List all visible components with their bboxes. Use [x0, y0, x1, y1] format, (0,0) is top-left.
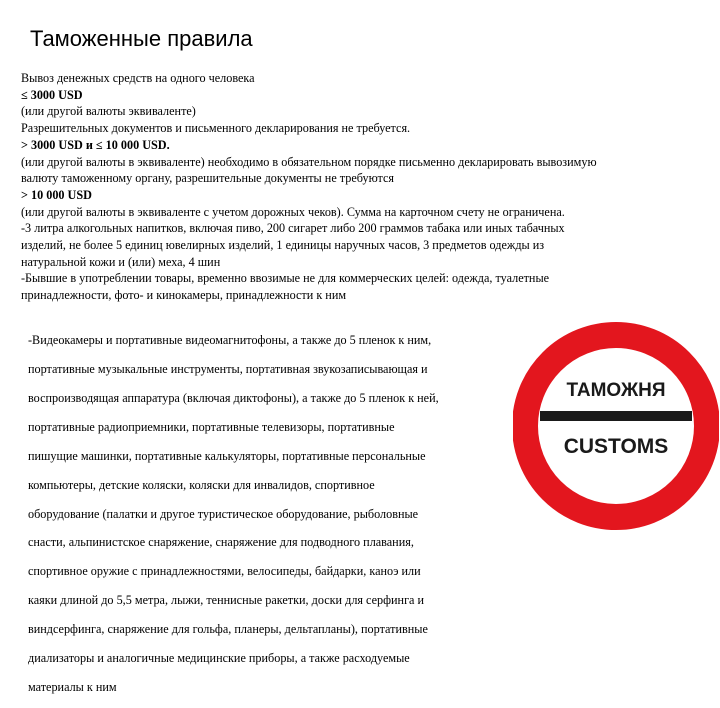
text-line: -3 литра алкогольных напитков, включая пиво, 200 сигарет либо 200 граммов табака или иных табачных	[21, 221, 565, 236]
text-line: -Бывшие в употреблении товары, временно ввозимые не для коммерческих целей: одежда, туалетные	[21, 271, 550, 286]
sign-bar	[540, 411, 692, 421]
sign-ring	[525, 335, 707, 517]
text-line: портативные музыкальные инструменты, портативная звукозаписывающая и	[28, 362, 428, 377]
text-line: (или другой валюты в эквиваленте с учетом дорожных чеков). Сумма на карточном счету не ограничена.	[21, 204, 565, 219]
text-line: материалы к ним	[28, 679, 117, 694]
main-text-block	[21, 70, 701, 304]
sign-bottom-text: CUSTOMS	[563, 435, 669, 458]
text-line: (или другой валюты эквиваленте)	[21, 104, 196, 119]
text-line: > 3000 USD и ≤ 10 000 USD.	[21, 137, 170, 152]
text-line: виндсерфинга, снаряжение для гольфа, планеры, дельтапланы), портативные	[28, 622, 428, 637]
text-line: оборудование (палатки и другое туристическое оборудование, рыболовные	[28, 506, 419, 521]
text-line: каяки длиной до 5,5 метра, лыжи, теннисные ракетки, доски для серфинга и	[28, 593, 425, 608]
note-text-block	[28, 320, 513, 708]
text-line: снасти, альпинистское снаряжение, снаряжение для подводного плавания,	[28, 535, 414, 550]
text-line: портативные радиоприемники, портативные телевизоры, портативные	[28, 419, 395, 434]
text-line: ≤ 3000 USD	[21, 87, 83, 102]
page-title: Таможенные правила	[30, 26, 253, 51]
text-line: принадлежности, фото- и кинокамеры, принадлежности к ним	[21, 288, 347, 303]
text-line: изделий, не более 5 единиц ювелирных изделий, 1 единицы наручных часов, 3 предметов одежды из	[21, 238, 545, 253]
text-line: натуральной кожи и (или) меха, 4 шин	[21, 254, 221, 269]
text-line: Разрешительных документов и письменного декларирования не требуется.	[21, 121, 411, 136]
text-line: -Видеокамеры и портативные видеомагнитофоны, а также до 5 пленок к ним,	[28, 333, 432, 348]
text-line: диализаторы и аналогичные медицинские приборы, а также расходуемые	[28, 650, 410, 665]
text-line: воспроизводящая аппаратура (включая диктофоны), а также до 5 пленок к ней,	[28, 390, 439, 405]
text-line: пишущие машинки, портативные калькуляторы, портативные персональные	[28, 448, 426, 463]
text-line: > 10 000 USD	[21, 187, 92, 202]
text-line: спортивное оружие с принадлежностями, велосипеды, байдарки, каноэ или	[28, 564, 421, 579]
text-line: валюту таможенному органу, разрешительные документы не требуются	[21, 171, 395, 186]
customs-sign	[513, 318, 719, 544]
text-line: Вывоз денежных средств на одного человека	[21, 71, 255, 85]
text-line: (или другой валюты в эквиваленте) необходимо в обязательном порядке письменно декларировать вывозимую	[21, 154, 597, 169]
text-line: компьютеры, детские коляски, коляски для инвалидов, спортивное	[28, 477, 375, 492]
sign-top-text: ТАМОЖНЯ	[566, 380, 666, 401]
